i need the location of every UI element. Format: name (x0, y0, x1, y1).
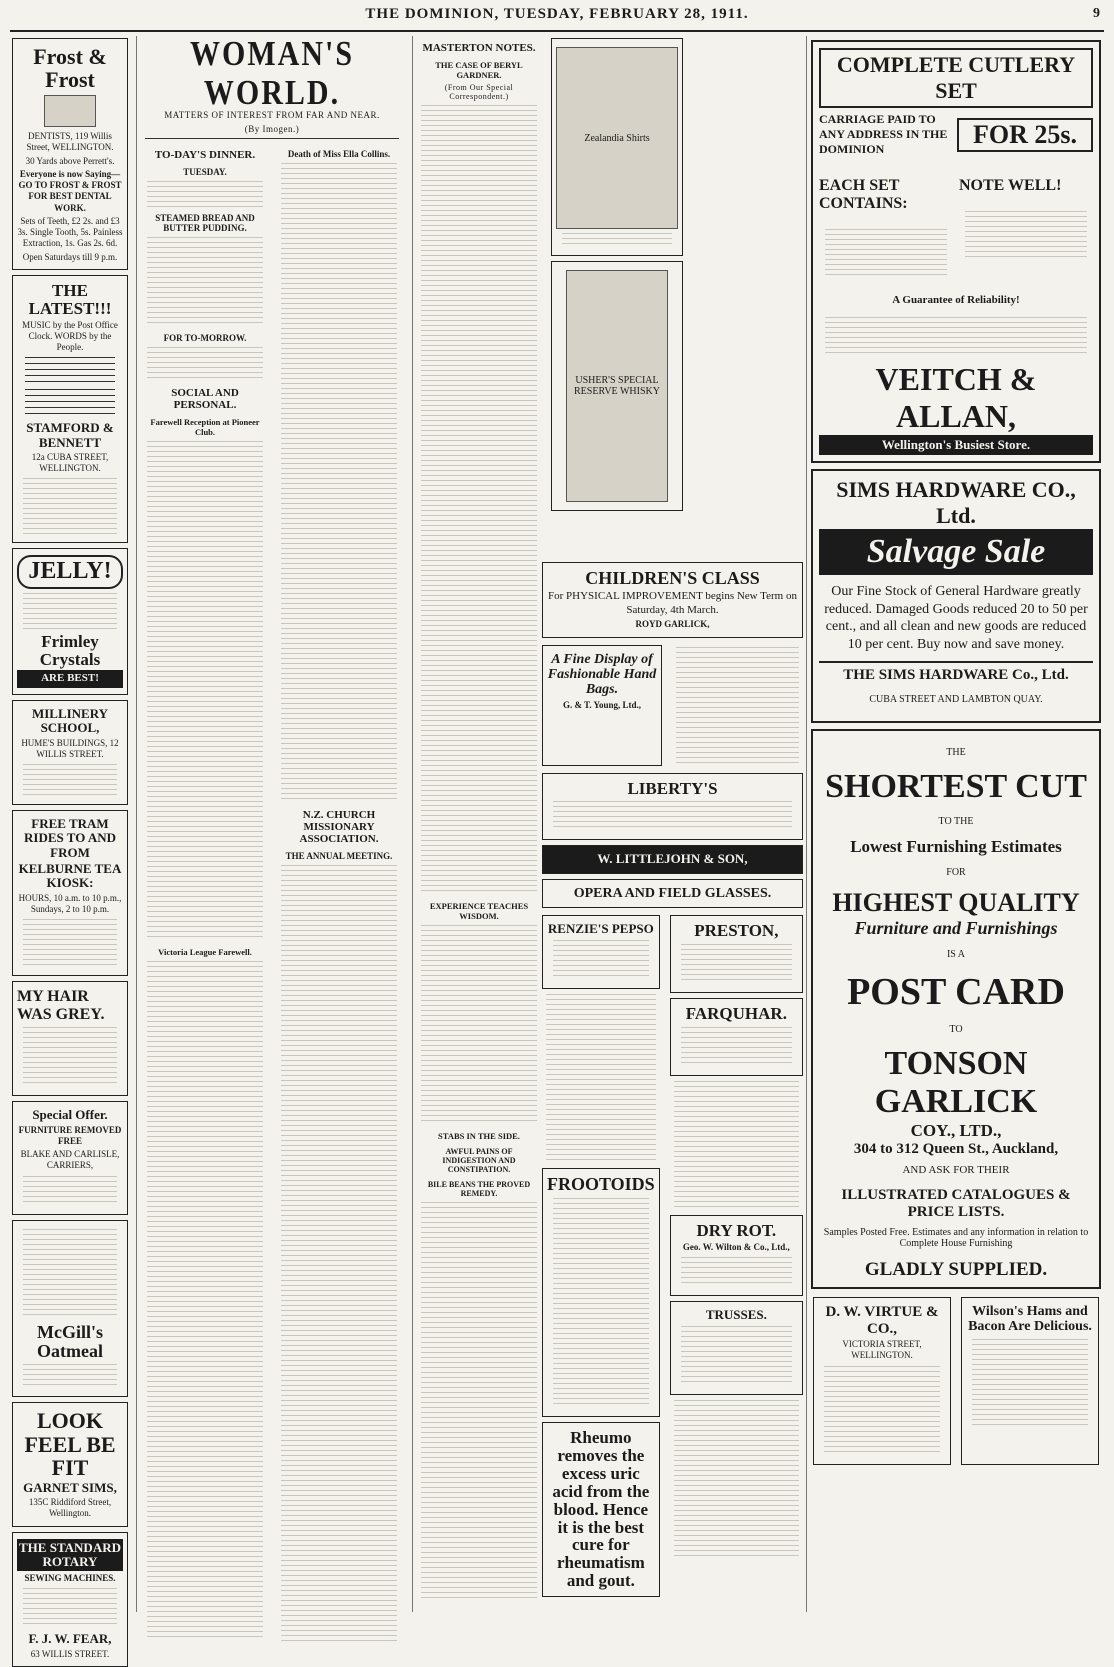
rotary-addr: 63 WILLIS STREET. (30, 1648, 110, 1659)
liberty-ad (542, 773, 803, 841)
farewell-head: Farewell Reception at Pioneer Club. (150, 417, 260, 437)
farquhar-title: FARQUHAR. (685, 1004, 787, 1024)
hair-ad (12, 981, 128, 1096)
pudding-head: STEAMED BREAD AND BUTTER PUDDING. (155, 213, 255, 233)
cutlery-title: COMPLETE CUTLERY SET (819, 48, 1093, 108)
latest-title: THE LATEST!!! (28, 280, 112, 318)
shortest-for: FOR (946, 867, 966, 878)
renzie-text (546, 994, 656, 1164)
shortest-cats: ILLUSTRATED CATALOGUES & PRICE LISTS. (841, 1187, 1071, 1220)
frost-note: 30 Yards above Perrett's. (25, 155, 115, 166)
millinery-body (23, 764, 117, 796)
preston-title: PRESTON, (694, 921, 779, 941)
frost-prices: Sets of Teeth, £2 2s. and £3 3s. Single Tooth, 5s. Painless Extraction, 1s. Gas 2s. 6d. (17, 215, 123, 249)
virtue-body (824, 1366, 940, 1456)
whisky-image (566, 270, 668, 502)
bags-title: A Fine Display of Fashionable Hand Bags. (547, 651, 657, 698)
wilson-title: Wilson's Hams and Bacon Are Delicious. (968, 1304, 1092, 1335)
latest-addr: 12a CUBA STREET, WELLINGTON. (31, 451, 109, 474)
sims-foot: THE SIMS HARDWARE Co., Ltd. (819, 661, 1093, 684)
wilson-ad (961, 1297, 1099, 1465)
jelly-ad (12, 548, 128, 695)
jelly-title: JELLY! (17, 555, 123, 588)
tomorrow-head: FOR TO-MORROW. (163, 333, 247, 343)
farquhar-body (681, 1027, 792, 1067)
millinery-title: MILLINERY SCHOOL, (31, 706, 109, 736)
stabs-head: STABS IN THE SIDE. (438, 1131, 520, 1141)
shortest-furn: Furniture and Furnishings (854, 918, 1058, 938)
mcgill-ad (12, 1220, 128, 1398)
death-head: Death of Miss Ella Collins. (287, 149, 391, 159)
children-firm: ROYD GARLICK, (635, 619, 710, 630)
look-addr: 135C Riddiford Street, Wellington. (28, 1497, 112, 1519)
shortest-title: SHORTEST CUT (825, 768, 1087, 805)
farquhar-ad (670, 998, 803, 1076)
awful-head: AWFUL PAINS OF INDIGESTION AND CONSTIPATION. (442, 1147, 516, 1174)
look-firm: GARNET SIMS, (23, 1479, 117, 1495)
tram-body (23, 919, 117, 967)
liberty-title: LIBERTY'S (627, 778, 718, 798)
hair-body (23, 1027, 117, 1087)
shortest-isa: IS A (946, 949, 966, 960)
bags-firm: G. & T. Young, Ltd., (562, 699, 642, 710)
littlejohn-ad (542, 845, 803, 873)
column-5 (806, 36, 1105, 1612)
exp-body (421, 925, 537, 1125)
case-head: THE CASE OF BERYL GARDNER. (435, 60, 523, 80)
dinner-body (147, 181, 263, 207)
mcgill-title: McGill's Oatmeal (37, 1321, 103, 1361)
veitch-title: VEITCH & ALLAN, (875, 361, 1037, 434)
ad-strip (540, 560, 805, 1610)
special-sub: FURNITURE REMOVED FREE (18, 1124, 122, 1146)
renzie-body (553, 940, 649, 980)
hair-title: MY HAIR WAS GREY. (17, 988, 105, 1023)
rheumo-ad (542, 1422, 660, 1597)
mcgill-body (23, 1229, 117, 1319)
children-sub: For PHYSICAL IMPROVEMENT begins New Term on Saturday, 4th March. (548, 589, 797, 616)
renzie-ad (542, 915, 660, 989)
shortest-firm: TONSON GARLICK (874, 1045, 1038, 1120)
frootoids-title: FROOTOIDS (547, 1174, 655, 1195)
rotary-sub: SEWING MACHINES. (24, 1573, 116, 1584)
littlejohn-title: W. LITTLEJOHN & SON, (597, 851, 748, 867)
look-ad (12, 1402, 128, 1526)
liberty-body (553, 801, 792, 831)
wilson-body (972, 1339, 1088, 1429)
sims-ad (811, 469, 1101, 723)
millinery-ad (12, 700, 128, 805)
jelly-brand: Frimley Crystals (39, 631, 101, 669)
frost-hours: Open Saturdays till 9 p.m. (22, 251, 118, 262)
preston-body (681, 944, 792, 984)
rotary-firm: F. J. W. FEAR, (28, 1631, 112, 1647)
shortest-coy: COY., LTD., (910, 1121, 1002, 1140)
special-body (23, 1176, 117, 1206)
shortest-addr: 304 to 312 Queen St., Auckland, (853, 1141, 1059, 1157)
frootoids-ad (542, 1168, 660, 1417)
special-firm: BLAKE AND CARLISLE, CARRIERS, (20, 1149, 120, 1171)
frost-sub: DENTISTS, 119 Willis Street, WELLINGTON. (26, 131, 114, 153)
tomorrow-body (147, 347, 263, 381)
millinery-addr: HUME'S BUILDINGS, 12 WILLIS STREET. (21, 737, 119, 759)
jelly-best: ARE BEST! (17, 670, 123, 688)
renzie-title: RENZIE'S PEPSO (547, 921, 654, 937)
corresp: (From Our Special Correspondent.) (444, 83, 514, 101)
womans-world-byline: (By Imogen.) (244, 124, 300, 134)
music-staff (25, 357, 115, 385)
sims-addr: CUBA STREET AND LAMBTON QUAY. (869, 694, 1043, 705)
bile-body (421, 1202, 537, 1602)
shortest-card: POST CARD (847, 971, 1065, 1013)
cutlery-guarantee-body (825, 317, 1087, 357)
frootoids-body (553, 1198, 649, 1408)
bags-ad (542, 645, 662, 766)
dryrot-body (681, 1257, 792, 1287)
rotary-ad (12, 1532, 128, 1667)
pudding-body (147, 237, 263, 327)
usher-ad (551, 261, 683, 511)
lower-text (674, 1400, 799, 1560)
league-body (147, 961, 263, 1641)
special-ad (12, 1101, 128, 1214)
look-title: LOOK FEEL BE FIT (24, 1408, 116, 1480)
sims-body: Our Fine Stock of General Hardware greatly reduced. Damaged Goods reduced 20 to 50 per cent., and all clean and new goods are reduced 10 per cent. Buy now and save money. (824, 584, 1088, 652)
rheumo-title: Rheumo removes the excess uric acid from the blood. Hence it is the best cure for rheumatism and gout. (552, 1428, 650, 1591)
shortest-ad (811, 729, 1101, 1289)
masterton-body (421, 105, 537, 895)
trusses-body (681, 1326, 792, 1386)
dinner-head: TO-DAY'S DINNER. (154, 149, 256, 161)
zealandia-caption (562, 233, 672, 247)
rotary-body (23, 1588, 117, 1628)
cutlery-ad (811, 40, 1101, 463)
shirt-image (556, 47, 678, 229)
cutlery-note: NOTE WELL! (959, 177, 1062, 194)
newspaper-title: THE DOMINION, TUESDAY, FEBRUARY 28, 1911. (365, 6, 749, 22)
dryrot-ad (670, 1215, 803, 1296)
shortest-to: TO THE (938, 816, 974, 827)
zealandia-ad (551, 38, 683, 256)
tuesday-head: TUESDAY. (183, 167, 227, 177)
jelly-body (23, 593, 117, 629)
death-body (281, 163, 397, 803)
cutlery-note-body (965, 211, 1087, 261)
tram-title: FREE TRAM RIDES TO AND FROM (24, 816, 116, 860)
sims-title: SIMS HARDWARE CO., Ltd. (836, 477, 1076, 528)
virtue-addr: VICTORIA STREET, WELLINGTON. (842, 1339, 922, 1361)
frost-saying: Everyone is now Saying— GO TO FROST & FROST FOR BEST DENTAL WORK. (18, 168, 122, 213)
shortest-the: THE (946, 747, 966, 758)
church-body (281, 865, 397, 1645)
usher-label: USHER'S SPECIAL RESERVE WHISKY (574, 375, 660, 397)
league-head: Victoria League Farewell. (158, 947, 252, 957)
tram-hours: HOURS, 10 a.m. to 10 p.m., Sundays, 2 to 10 p.m. (18, 892, 122, 914)
masthead (10, 4, 1104, 32)
cutlery-price: FOR 25s. (957, 118, 1093, 152)
farewell-body (147, 441, 263, 941)
annual-head: THE ANNUAL MEETING. (285, 851, 393, 861)
cutlery-carriage: CARRIAGE PAID TO ANY ADDRESS IN THE DOMINION (819, 112, 948, 156)
tram-ad (12, 810, 128, 976)
opera-ad (542, 879, 803, 908)
church-head: N.Z. CHURCH MISSIONARY ASSOCIATION. (299, 809, 379, 845)
shortest-quality: HIGHEST QUALITY (832, 888, 1080, 917)
trusses-ad (670, 1301, 803, 1395)
bags-body (676, 647, 799, 767)
page-number: 9 (1093, 6, 1100, 21)
shortest-gladly: GLADLY SUPPLIED. (864, 1259, 1048, 1280)
cutlery-guarantee: A Guarantee of Reliability! (892, 294, 1020, 306)
dryrot-title: DRY ROT. (696, 1220, 777, 1240)
latest-sub: MUSIC by the Post Office Clock. WORDS by the People. (22, 319, 118, 353)
shortest-ask: AND ASK FOR THEIR (902, 1164, 1010, 1176)
social-head: SOCIAL AND PERSONAL. (171, 387, 239, 411)
womans-world-subtitle: MATTERS OF INTEREST FROM FAR AND NEAR. (164, 110, 380, 120)
opera-title: OPERA AND FIELD GLASSES. (573, 885, 772, 901)
zealandia-label: Zealandia Shirts (584, 132, 650, 144)
latest-body (23, 478, 117, 534)
shortest-to2: TO (949, 1024, 963, 1035)
children-ad (542, 562, 803, 638)
latest-firm: STAMFORD & BENNETT (26, 420, 114, 450)
column-1 (10, 36, 130, 1659)
womans-world-title: WOMAN'S WORLD. (190, 34, 354, 112)
special-title: Special Offer. (32, 1107, 108, 1123)
bile-head: BILE BEANS THE PROVED REMEDY. (427, 1180, 531, 1198)
shortest-samples: Samples Posted Free. Estimates and any information in relation to Complete House Furnishing (823, 1227, 1089, 1249)
children-title: CHILDREN'S CLASS (585, 568, 760, 588)
sims-sale: Salvage Sale (819, 529, 1093, 575)
column-2 (136, 36, 407, 1612)
dryrot-firm: Geo. W. Wilton & Co., Ltd., (682, 1241, 790, 1252)
frost-title: Frost & Frost (33, 44, 107, 93)
mcgill-body-2 (23, 1364, 117, 1388)
frost-ad (12, 38, 128, 270)
cutlery-contains: EACH SET CONTAINS: (819, 177, 908, 212)
trusses-title: TRUSSES. (705, 1306, 767, 1322)
masterton-head: MASTERTON NOTES. (422, 42, 536, 54)
music-staff-2 (25, 389, 115, 417)
cutlery-list (825, 229, 947, 279)
dentures-image (44, 95, 96, 127)
rotary-title: THE STANDARD ROTARY (17, 1539, 123, 1572)
exp-head: EXPERIENCE TEACHES WISDOM. (429, 901, 529, 921)
mid-text (674, 1081, 799, 1211)
latest-ad (12, 275, 128, 544)
virtue-title: D. W. VIRTUE & CO., (825, 1304, 939, 1337)
veitch-sub: Wellington's Busiest Store. (819, 435, 1093, 455)
virtue-ad (813, 1297, 951, 1465)
preston-ad (670, 915, 803, 993)
tram-kiosk: KELBURNE TEA KIOSK: (18, 861, 122, 891)
shortest-estimates: Lowest Furnishing Estimates (850, 837, 1062, 856)
